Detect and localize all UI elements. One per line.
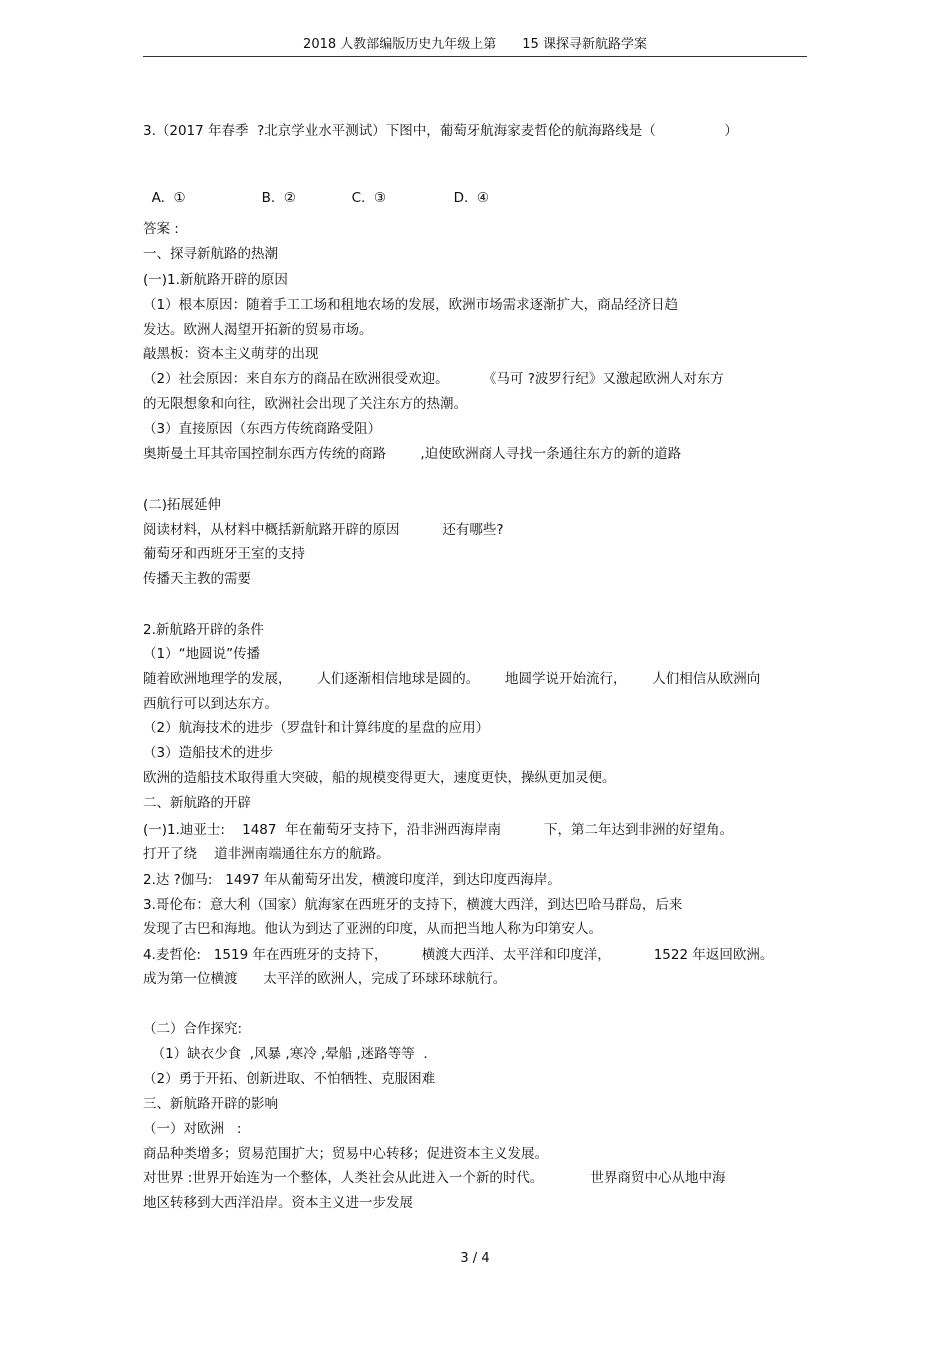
- subsection-heading: （一）对欧洲 :: [143, 1121, 242, 1137]
- text-line: 奥斯曼土耳其帝国控制东西方传统的商路 ,迫使欧洲商人寻找一条通往东方的新的道路: [143, 446, 682, 462]
- text-line: （3）直接原因（东西方传统商路受阻）: [143, 421, 382, 437]
- text-line: 随着欧洲地理学的发展， 人们逐渐相信地球是圆的。 地圆学说开始流行， 人们相信从欧洲向: [143, 671, 761, 687]
- question-stem: 3.（2017 年春季 ?北京学业水平测试）下图中，葡萄牙航海家麦哲伦的航海路线是（ ）: [143, 123, 738, 139]
- text-line: 发达。欧洲人渴望开拓新的贸易市场。: [143, 322, 373, 338]
- option-b: B. ②: [261, 190, 296, 206]
- text-line: 的无限想象和向往，欧洲社会出现了关注东方的热潮。: [143, 396, 467, 412]
- text-line: 阅读材料，从材料中概括新航路开辟的原因 还有哪些?: [143, 522, 504, 538]
- text-line: 地区转移到大西洋沿岸。资本主义进一步发展: [143, 1195, 413, 1211]
- header-divider: [143, 56, 807, 57]
- subsection-heading: (二)拓展延伸: [143, 497, 222, 513]
- text-line: 打开了绕 道非洲南端通往东方的航路。: [143, 846, 390, 862]
- option-d: D. ④: [453, 190, 489, 206]
- text-line: 2.达 ?伽马: 1497 年从葡萄牙出发，横渡印度洋，到达印度西海岸。: [143, 872, 561, 888]
- text-line: 西航行可以到达东方。: [143, 696, 278, 712]
- text-line: 4.麦哲伦: 1519 年在西班牙的支持下， 横渡大西洋、太平洋和印度洋， 1522 年返回欧洲。: [143, 947, 774, 963]
- page-header: 2018 人教部编版历史九年级上第 15 课探寻新航路学案: [303, 37, 647, 52]
- option-a: A. ①: [151, 190, 186, 206]
- text-line: （1）缺衣少食 ,风暴 ,寒冷 ,晕船 ,迷路等等 .: [143, 1046, 428, 1062]
- text-line: 3.哥伦布：意大利（国家）航海家在西班牙的支持下，横渡大西洋，到达巴哈马群岛，后来: [143, 897, 683, 913]
- text-line: （2）航海技术的进步（罗盘针和计算纬度的星盘的应用）: [143, 720, 490, 736]
- page-number: 3 / 4: [460, 1251, 490, 1266]
- text-line: 商品种类增多；贸易范围扩大；贸易中心转移；促进资本主义发展。: [143, 1146, 548, 1162]
- text-line: 传播天主教的需要: [143, 571, 251, 587]
- text-line: 敲黑板：资本主义萌芽的出现: [143, 346, 319, 362]
- text-line: 欧洲的造船技术取得重大突破，船的规模变得更大，速度更快，操纵更加灵便。: [143, 770, 616, 786]
- text-line: （1）根本原因：随着手工工场和租地农场的发展，欧洲市场需求逐渐扩大，商品经济日趋: [143, 297, 679, 313]
- text-line: 葡萄牙和西班牙王室的支持: [143, 546, 305, 562]
- subsection-heading: (一)1.新航路开辟的原因: [143, 272, 288, 288]
- text-line: （1）“地圆说”传播: [143, 646, 261, 662]
- section-heading: 一、探寻新航路的热潮: [143, 246, 278, 262]
- text-line: (一)1.迪亚士: 1487 年在葡萄牙支持下，沿非洲西海岸南 下，第二年达到非洲的好望角。: [143, 822, 733, 838]
- subsection-heading: 2.新航路开辟的条件: [143, 622, 264, 638]
- text-line: 成为第一位横渡 太平洋的欧洲人，完成了环球环球航行。: [143, 971, 507, 987]
- question-options: [143, 174, 489, 206]
- answer-heading: 答案 :: [143, 221, 179, 237]
- text-line: （2）社会原因：来自东方的商品在欧洲很受欢迎。 《马可 ?波罗行纪》又激起欧洲人对东方: [143, 371, 724, 387]
- text-line: 发现了古巴和海地。他认为到达了亚洲的印度，从而把当地人称为印第安人。: [143, 921, 602, 937]
- text-line: （2）勇于开拓、创新进取、不怕牺牲、克服困难: [143, 1071, 436, 1087]
- option-c: C. ③: [351, 190, 386, 206]
- subsection-heading: （二）合作探究:: [143, 1021, 243, 1037]
- section-heading: 二、新航路的开辟: [143, 795, 251, 811]
- section-heading: 三、新航路开辟的影响: [143, 1096, 278, 1112]
- text-line: 对世界 :世界开始连为一个整体，人类社会从此进入一个新的时代。 世界商贸中心从地中海: [143, 1170, 726, 1186]
- text-line: （3）造船技术的进步: [143, 745, 274, 761]
